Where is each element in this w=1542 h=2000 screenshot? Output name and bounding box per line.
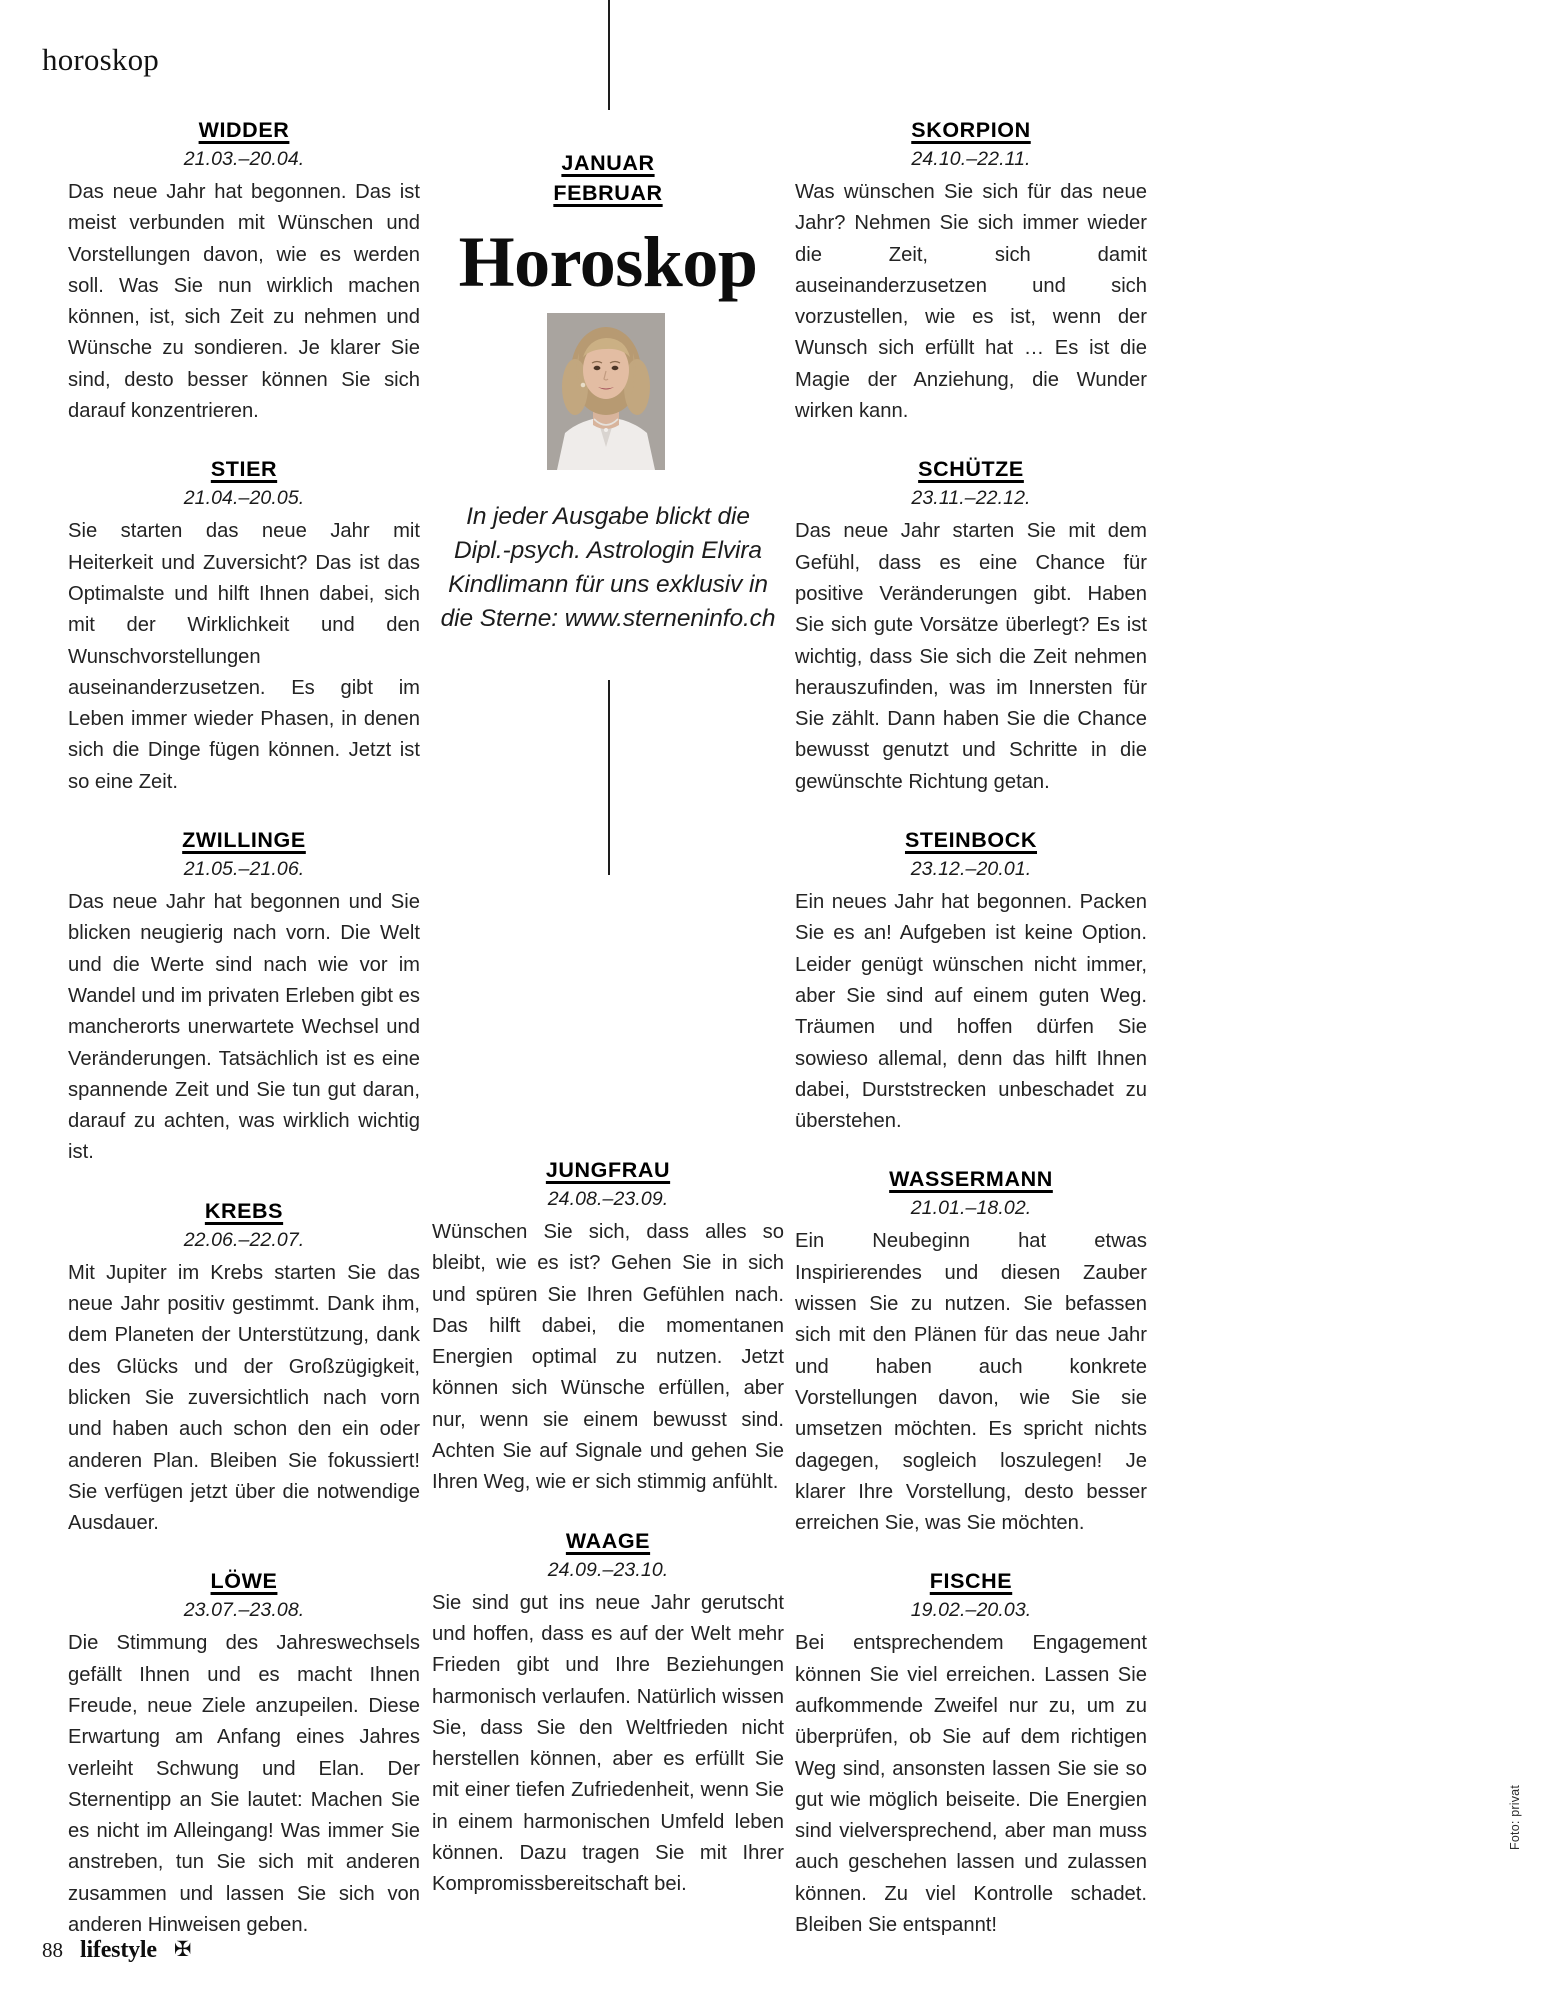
sign-dates: 23.07.–23.08. bbox=[183, 1599, 305, 1622]
sign-dates: 21.03.–20.04. bbox=[183, 148, 305, 170]
sign-name: LÖWE bbox=[210, 1569, 278, 1594]
magazine-brand: lifestyle bbox=[80, 1937, 157, 1963]
sign-dates: 19.02.–20.03. bbox=[910, 1599, 1032, 1622]
astrologer-portrait bbox=[547, 313, 665, 470]
sign-text: Das neue Jahr hat begonnen und Sie blicken neugierig nach vorn. Die Welt und die Werte sind nach wie vor im Wandel und im privaten Erleben gibt es mancherorts unerwartete Wechsel und Veränderungen. Tatsächlich ist es eine spannende Zeit und Sie tun gut daran, darauf zu achten, was wirklich wichtig ist. bbox=[68, 891, 420, 1164]
photo-credit: Foto: privat bbox=[1508, 1785, 1522, 1850]
sign-fische bbox=[795, 1569, 1147, 1941]
running-head: horoskop bbox=[42, 42, 159, 77]
sign-text: Wünschen Sie sich, dass alles so bleibt, wie es ist? Gehen Sie in sich und spüren Sie Ihren Gefühlen nach. Das hilft dabei, die momentanen Energien optimal zu nutzen. Jetzt können sich Wünsche erfüllen, aber nur, wenn sie einem bewusst sind. Achten Sie auf Signale und gehen Sie Ihren Weg, wie er sich stimmig anfühlt. bbox=[432, 1221, 784, 1494]
sign-text: Was wünschen Sie sich für das neue Jahr? Nehmen Sie sich immer wieder die Zeit, sich damit auseinanderzusetzen und sich vorzustellen, wie es ist, wenn der Wunsch sich erfüllt hat … Es ist die Magie der Anziehung, die Wunder wirken kann. bbox=[795, 181, 1147, 423]
sign-dates: 23.11.–22.12. bbox=[911, 487, 1031, 510]
sign-waage bbox=[432, 1529, 784, 1901]
sign-dates: 21.05.–21.06. bbox=[183, 858, 305, 881]
sign-dates: 24.09.–23.10. bbox=[547, 1558, 669, 1581]
page-title: Horoskop bbox=[458, 222, 758, 302]
sign-name: ZWILLINGE bbox=[182, 828, 306, 853]
sign-krebs bbox=[68, 1199, 420, 1540]
sign-stier bbox=[68, 457, 420, 798]
sign-name: FISCHE bbox=[929, 1569, 1013, 1594]
sign-skorpion bbox=[795, 118, 1147, 427]
sign-dates: 22.06.–22.07. bbox=[183, 1228, 305, 1251]
sign-text: Das neue Jahr hat begonnen. Das ist meist verbunden mit Wünschen und Vorstellungen davon, wie es werden soll. Was Sie nun wirklich machen können, ist, sich Zeit zu nehmen und Wünsche zu sondieren. Je klarer Sie sind, desto besser können Sie sich darauf konzentrieren. bbox=[68, 181, 420, 423]
sign-name: WASSERMANN bbox=[889, 1167, 1053, 1192]
sign-wassermann bbox=[795, 1167, 1147, 1539]
brand-mark-icon: ✠ bbox=[173, 1938, 192, 1961]
astrologer-caption: In jeder Ausgabe blickt die Dipl.-psych. Astrologin Elvira Kindlimann für uns exklusiv in die Sterne: www.sterneninfo.ch bbox=[440, 503, 776, 632]
column-left bbox=[68, 118, 420, 1971]
sign-name: JUNGFRAU bbox=[545, 1158, 671, 1182]
sign-name: WAAGE bbox=[565, 1528, 651, 1553]
page-footer bbox=[42, 1937, 191, 1964]
sign-text: Sie starten das neue Jahr mit Heiterkeit und Zuversicht? Das ist das Optimalste und hilft Ihnen dabei, sich mit der Wirklichkeit und den Wunschvorstellungen auseinanderzusetzen. Es gibt im Leben immer wieder Phasen, in denen sich die Dinge fügen können. Jetzt ist so eine Zeit. bbox=[68, 520, 420, 793]
sign-text: Sie sind gut ins neue Jahr gerutscht und hoffen, dass es auf der Welt mehr Frieden gibt und Ihre Beziehungen harmonisch verlaufen. Natürlich wissen Sie, dass Sie den Weltfrieden nicht herstellen können, aber es erfüllt Sie mit einer tiefen Zufriedenheit, wenn Sie in einem harmonischen Umfeld leben können. Dazu tragen Sie mit Ihrer Kompromissbereitschaft bei. bbox=[432, 1591, 784, 1896]
sign-schuetze bbox=[795, 457, 1147, 798]
sign-dates: 21.01.–18.02. bbox=[910, 1197, 1032, 1220]
gutter-rule-top bbox=[608, 0, 610, 110]
sign-text: Die Stimmung des Jahreswechsels gefällt Ihnen und es macht Ihnen Freude, neue Ziele anzupeilen. Diese Erwartung am Anfang eines Jahres verleiht Schwung und Elan. Der Sternentipp an Sie lautet: Machen Sie es nicht im Alleingang! Was immer Sie anstreben, tun Sie sich mit anderen zusammen und lassen Sie sich von anderen Hinweisen geben. bbox=[68, 1632, 420, 1937]
sign-dates: 24.10.–22.11. bbox=[911, 148, 1031, 170]
column-right bbox=[795, 118, 1147, 1971]
sign-steinbock bbox=[795, 828, 1147, 1137]
masthead-month-february: FEBRUAR bbox=[553, 181, 663, 205]
sign-name: SKORPION bbox=[911, 118, 1031, 142]
sign-name: STIER bbox=[210, 457, 278, 482]
sign-zwillinge bbox=[68, 828, 420, 1169]
sign-text: Mit Jupiter im Krebs starten Sie das neue Jahr positiv gestimmt. Dank ihm, dem Planeten der Unterstützung, dank des Glücks und der Großzügigkeit, blicken Sie zuversichtlich nach vorn und haben auch schon den ein oder anderen Plan. Bleiben Sie fokussiert! Sie verfügen jetzt über die notwendige Ausdauer. bbox=[68, 1261, 420, 1535]
page-number: 88 bbox=[42, 1938, 63, 1962]
sign-text: Ein Neubeginn hat etwas Inspirierendes und diesen Zauber wissen Sie zu nutzen. Sie befassen sich mit den Plänen für das neue Jahr und haben auch konkrete Vorstellungen davon, wie Sie sie umsetzen möchten. Es spricht nichts dagegen, sogleich loszulegen! Je klarer Ihre Vorstellung, desto besser erreichen Sie, was Sie möchten. bbox=[795, 1230, 1147, 1535]
sign-dates: 23.12.–20.01. bbox=[910, 858, 1032, 881]
sign-name: WIDDER bbox=[198, 118, 290, 142]
portrait-image bbox=[547, 313, 665, 470]
sign-jungfrau bbox=[432, 1158, 784, 1499]
sign-name: STEINBOCK bbox=[904, 828, 1038, 853]
sign-dates: 21.04.–20.05. bbox=[183, 487, 305, 510]
sign-loewe bbox=[68, 1569, 420, 1941]
sign-name: SCHÜTZE bbox=[918, 457, 1024, 482]
masthead-month-january: JANUAR bbox=[561, 151, 655, 175]
sign-widder bbox=[68, 118, 420, 427]
sign-dates: 24.08.–23.09. bbox=[547, 1188, 669, 1210]
masthead bbox=[432, 148, 784, 302]
sign-text: Ein neues Jahr hat begonnen. Packen Sie es an! Aufgeben ist keine Option. Leider genügt wünschen nicht immer, aber Sie sind auf einem guten Weg. Träumen und hoffen dürfen Sie sowieso allemal, denn das hilft Ihnen dabei, Durststrecken unbeschadet zu überstehen. bbox=[795, 891, 1147, 1133]
column-center bbox=[432, 1158, 784, 1931]
gutter-rule-middle bbox=[608, 680, 610, 875]
sign-text: Bei entsprechendem Engagement können Sie viel erreichen. Lassen Sie aufkommende Zweifel nur zu, um zu überprüfen, ob Sie auf dem richtigen Weg sind, ansonsten lassen Sie sie so gut wie möglich beiseite. Die Energien sind vielversprechend, aber man muss auch geschehen lassen und zulassen können. Zu viel Kontrolle schadet. Bleiben Sie entspannt! bbox=[795, 1632, 1147, 1937]
sign-name: KREBS bbox=[204, 1198, 284, 1223]
sign-text: Das neue Jahr starten Sie mit dem Gefühl, dass es eine Chance für positive Veränderungen gibt. Haben Sie sich gute Vorsätze überlegt? Es ist wichtig, dass Sie sich die Zeit nehmen herauszufinden, was im Innersten für Sie zählt. Dann haben Sie die Chance bewusst genutzt und Schritte in die gewünschte Richtung getan. bbox=[795, 520, 1147, 793]
